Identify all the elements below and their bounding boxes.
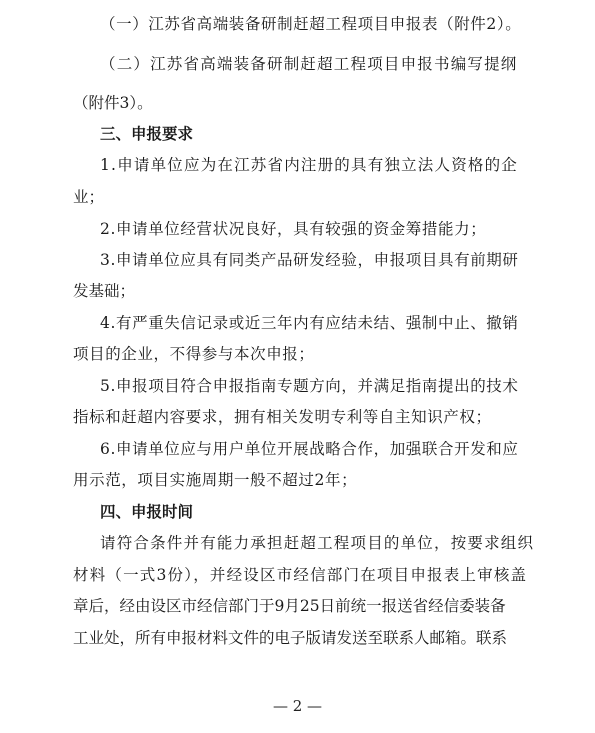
requirement-item-continuation: 项目的企业，不得参与本次申报； — [73, 345, 315, 363]
section-heading: 四、申报时间 — [100, 503, 194, 521]
requirement-item-continuation: 发基础； — [73, 282, 136, 300]
requirement-item: 6.申请单位应与用户单位开展战略合作，加强联合开发和应 — [100, 440, 519, 458]
requirement-item: 4.有严重失信记录或近三年内有应结未结、强制中止、撤销 — [100, 314, 519, 332]
section-heading: 三、申报要求 — [100, 125, 194, 143]
requirement-item-continuation: 用示范，项目实施周期一般不超过2年； — [73, 471, 358, 489]
page-number: — 2 — — [272, 697, 323, 715]
body-paragraph-line: 材料（一式3份），并经设区市经信部门在项目申报表上审核盖 — [73, 566, 528, 584]
list-item-continuation: （附件3）。 — [73, 94, 153, 112]
requirement-item: 3.申请单位应具有同类产品研发经验，申报项目具有前期研 — [100, 251, 519, 269]
body-paragraph-line: 请符合条件并有能力承担赶超工程项目的单位，按要求组织 — [100, 534, 535, 552]
requirement-item: 1.申请单位应为在江苏省内注册的具有独立法人资格的企 — [100, 156, 518, 174]
body-paragraph-line: 工业处，所有申报材料文件的电子版请发送至联系人邮箱。联系 — [73, 629, 508, 647]
requirement-item: 5.申报项目符合申报指南专题方向，并满足指南提出的技术 — [100, 377, 519, 395]
requirement-item: 2.申请单位经营状况良好，具有较强的资金筹措能力； — [100, 220, 487, 238]
list-item: （一）江苏省高端装备研制赶超工程项目申报表（附件2）。 — [100, 15, 522, 33]
requirement-item-continuation: 业； — [73, 188, 105, 206]
body-paragraph-line: 章后，经由设区市经信部门于9月25日前统一报送省经信委装备 — [73, 597, 506, 615]
requirement-item-continuation: 指标和赶超内容要求，拥有相关发明专利等自主知识产权； — [73, 408, 492, 426]
list-item: （二）江苏省高端装备研制赶超工程项目申报书编写提纲 — [100, 55, 518, 73]
